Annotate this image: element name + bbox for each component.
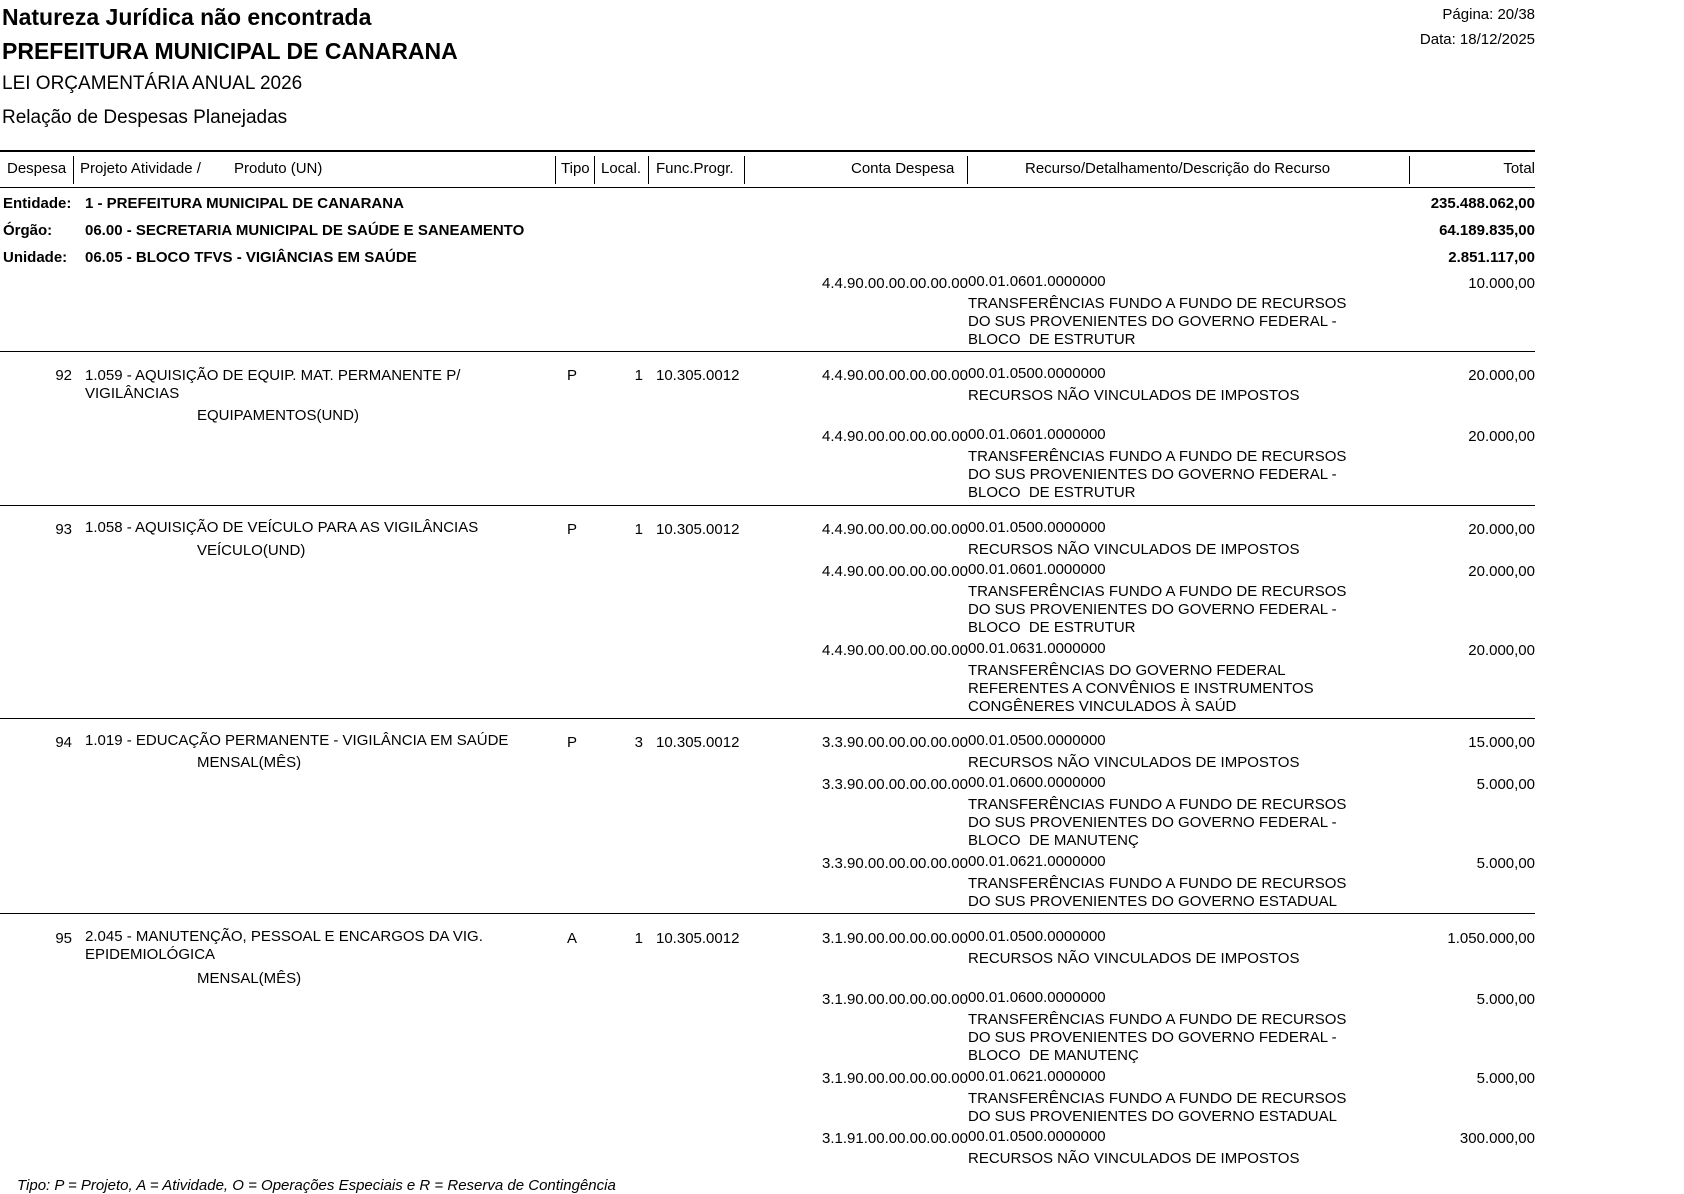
resource-description: RECURSOS NÃO VINCULADOS DE IMPOSTOS <box>968 541 1300 558</box>
resource-total: 20.000,00 <box>1468 367 1535 384</box>
col-divider <box>967 156 968 184</box>
localizacao: 1 <box>634 367 643 384</box>
resource-code: 00.01.0500.0000000 <box>968 365 1106 382</box>
orgao-total: 64.189.835,00 <box>1439 222 1535 239</box>
table-header-rule <box>0 187 1535 188</box>
resource-description: TRANSFERÊNCIAS FUNDO A FUNDO DE RECURSOS DO SUS PROVENIENTES DO GOVERNO FEDERAL - BLOCO DE MANUTENÇ <box>968 1011 1347 1064</box>
projeto-atividade <box>85 928 483 964</box>
municipality-name: PREFEITURA MUNICIPAL DE CANARANA <box>2 38 458 64</box>
resource-total: 20.000,00 <box>1468 642 1535 659</box>
col-produto: Produto (UN) <box>234 160 323 177</box>
entidade-total: 235.488.062,00 <box>1430 195 1535 212</box>
conta-despesa: 3.1.91.00.00.00.00.00 <box>822 1130 968 1147</box>
conta-despesa: 3.1.90.00.00.00.00.00 <box>822 991 968 1008</box>
localizacao: 1 <box>634 521 643 538</box>
despesa-number: 94 <box>55 734 72 751</box>
resource-description: TRANSFERÊNCIAS FUNDO A FUNDO DE RECURSOS DO SUS PROVENIENTES DO GOVERNO ESTADUAL <box>968 875 1347 910</box>
resource-total: 20.000,00 <box>1468 521 1535 538</box>
report-date: Data: 18/12/2025 <box>1419 31 1535 48</box>
resource-code: 00.01.0601.0000000 <box>968 561 1106 578</box>
col-despesa: Despesa <box>7 160 67 177</box>
conta-despesa: 3.3.90.00.00.00.00.00 <box>822 855 968 872</box>
resource-total: 5.000,00 <box>1476 776 1535 793</box>
despesa-number: 95 <box>55 930 72 947</box>
law-title: LEI ORÇAMENTÁRIA ANUAL 2026 <box>2 73 303 94</box>
unidade-total: 2.851.117,00 <box>1448 249 1535 266</box>
section-divider <box>0 913 1535 914</box>
tipo: P <box>567 521 578 538</box>
col-divider <box>73 156 74 184</box>
projeto-atividade: 1.058 - AQUISIÇÃO DE VEÍCULO PARA AS VIGILÂNCIAS <box>85 519 479 536</box>
conta-despesa: 4.4.90.00.00.00.00.00 <box>822 428 968 445</box>
resource-description: TRANSFERÊNCIAS FUNDO A FUNDO DE RECURSOS DO SUS PROVENIENTES DO GOVERNO FEDERAL - BLOCO DE ESTRUTUR <box>968 448 1347 501</box>
func-progr: 10.305.0012 <box>656 930 740 947</box>
produto: EQUIPAMENTOS(UND) <box>197 407 359 424</box>
col-tipo: Tipo <box>561 160 590 177</box>
section-divider <box>0 718 1535 719</box>
col-divider <box>648 156 649 184</box>
col-divider <box>555 156 556 184</box>
resource-total: 300.000,00 <box>1459 1130 1535 1147</box>
resource-total: 5.000,00 <box>1476 855 1535 872</box>
projeto-line: 1.059 - AQUISIÇÃO DE EQUIP. MAT. PERMANENTE P/ <box>85 367 461 384</box>
resource-code: 00.01.0621.0000000 <box>968 853 1106 870</box>
col-func: Func.Progr. <box>656 160 734 177</box>
projeto-atividade: 1.019 - EDUCAÇÃO PERMANENTE - VIGILÂNCIA EM SAÚDE <box>85 732 509 749</box>
resource-description: TRANSFERÊNCIAS FUNDO A FUNDO DE RECURSOS DO SUS PROVENIENTES DO GOVERNO ESTADUAL <box>968 1090 1347 1125</box>
resource-total: 10.000,00 <box>1468 275 1535 292</box>
tipo: P <box>567 367 578 384</box>
conta-despesa: 3.3.90.00.00.00.00.00 <box>822 734 968 751</box>
tipo-legend: Tipo: P = Projeto, A = Atividade, O = Operações Especiais e R = Reserva de Contingência <box>17 1177 616 1194</box>
resource-code: 00.01.0601.0000000 <box>968 273 1106 290</box>
col-projeto: Projeto Atividade / <box>80 160 201 177</box>
projeto-line: VIGILÂNCIAS <box>85 385 180 402</box>
col-recurso: Recurso/Detalhamento/Descrição do Recurso <box>1025 160 1331 177</box>
report-title: Natureza Jurídica não encontrada <box>2 4 372 30</box>
resource-code: 00.01.0500.0000000 <box>968 519 1106 536</box>
col-divider <box>594 156 595 184</box>
resource-description: TRANSFERÊNCIAS FUNDO A FUNDO DE RECURSOS DO SUS PROVENIENTES DO GOVERNO FEDERAL - BLOCO DE ESTRUTUR <box>968 295 1347 348</box>
produto: MENSAL(MÊS) <box>197 970 302 987</box>
resource-code: 00.01.0600.0000000 <box>968 989 1106 1006</box>
resource-code: 00.01.0621.0000000 <box>968 1068 1106 1085</box>
despesa-number: 92 <box>55 367 72 384</box>
conta-despesa: 3.1.90.00.00.00.00.00 <box>822 1070 968 1087</box>
resource-code: 00.01.0500.0000000 <box>968 1128 1106 1145</box>
conta-despesa: 4.4.90.00.00.00.00.00 <box>822 367 968 384</box>
projeto-line: EPIDEMIOLÓGICA <box>85 946 216 963</box>
resource-total: 5.000,00 <box>1476 991 1535 1008</box>
section-divider <box>0 351 1535 352</box>
resource-total: 20.000,00 <box>1468 563 1535 580</box>
resource-total: 15.000,00 <box>1468 734 1535 751</box>
col-local: Local. <box>601 160 642 177</box>
despesa-number: 93 <box>55 521 72 538</box>
col-total: Total <box>1503 160 1535 177</box>
localizacao: 1 <box>634 930 643 947</box>
conta-despesa: 3.3.90.00.00.00.00.00 <box>822 776 968 793</box>
tipo: P <box>567 734 578 751</box>
func-progr: 10.305.0012 <box>656 521 740 538</box>
projeto-atividade <box>85 367 460 403</box>
conta-despesa: 3.1.90.00.00.00.00.00 <box>822 930 968 947</box>
resource-code: 00.01.0600.0000000 <box>968 774 1106 791</box>
conta-despesa: 4.4.90.00.00.00.00.00 <box>822 521 968 538</box>
col-divider <box>744 156 745 184</box>
tipo: A <box>567 930 578 947</box>
unidade-label: Unidade: <box>3 249 68 266</box>
report-subtitle: Relação de Despesas Planejadas <box>2 107 288 128</box>
resource-description: RECURSOS NÃO VINCULADOS DE IMPOSTOS <box>968 1150 1300 1167</box>
orgao-name: 06.00 - SECRETARIA MUNICIPAL DE SAÚDE E SANEAMENTO <box>85 222 525 239</box>
resource-description: TRANSFERÊNCIAS FUNDO A FUNDO DE RECURSOS DO SUS PROVENIENTES DO GOVERNO FEDERAL - BLOCO DE ESTRUTUR <box>968 583 1347 636</box>
resource-code: 00.01.0500.0000000 <box>968 928 1106 945</box>
page-number: Página: 20/38 <box>1442 6 1535 23</box>
produto: VEÍCULO(UND) <box>197 542 306 559</box>
orgao-label: Órgão: <box>3 222 53 239</box>
col-divider <box>1409 156 1410 184</box>
localizacao: 3 <box>634 734 643 751</box>
resource-code: 00.01.0500.0000000 <box>968 732 1106 749</box>
resource-total: 20.000,00 <box>1468 428 1535 445</box>
conta-despesa: 4.4.90.00.00.00.00.00 <box>822 275 968 292</box>
entidade-label: Entidade: <box>3 195 72 212</box>
col-conta: Conta Despesa <box>851 160 955 177</box>
resource-description: RECURSOS NÃO VINCULADOS DE IMPOSTOS <box>968 387 1300 404</box>
projeto-line: 2.045 - MANUTENÇÃO, PESSOAL E ENCARGOS DA VIG. <box>85 928 483 945</box>
resource-description: TRANSFERÊNCIAS FUNDO A FUNDO DE RECURSOS DO SUS PROVENIENTES DO GOVERNO FEDERAL - BLOCO DE MANUTENÇ <box>968 796 1347 849</box>
resource-code: 00.01.0601.0000000 <box>968 426 1106 443</box>
func-progr: 10.305.0012 <box>656 734 740 751</box>
resource-description: RECURSOS NÃO VINCULADOS DE IMPOSTOS <box>968 950 1300 967</box>
resource-code: 00.01.0631.0000000 <box>968 640 1106 657</box>
conta-despesa: 4.4.90.00.00.00.00.00 <box>822 563 968 580</box>
unidade-name: 06.05 - BLOCO TFVS - VIGIÂNCIAS EM SAÚDE <box>85 249 417 266</box>
conta-despesa: 4.4.90.00.00.00.00.00 <box>822 642 968 659</box>
resource-description: RECURSOS NÃO VINCULADOS DE IMPOSTOS <box>968 754 1300 771</box>
resource-description: TRANSFERÊNCIAS DO GOVERNO FEDERAL REFERENTES A CONVÊNIOS E INSTRUMENTOS CONGÊNERES VINCULADOS À SAÚD <box>968 662 1314 715</box>
table-top-rule <box>0 150 1535 152</box>
section-divider <box>0 505 1535 506</box>
entidade-name: 1 - PREFEITURA MUNICIPAL DE CANARANA <box>85 195 404 212</box>
func-progr: 10.305.0012 <box>656 367 740 384</box>
produto: MENSAL(MÊS) <box>197 754 302 771</box>
resource-total: 1.050.000,00 <box>1447 930 1535 947</box>
resource-total: 5.000,00 <box>1476 1070 1535 1087</box>
